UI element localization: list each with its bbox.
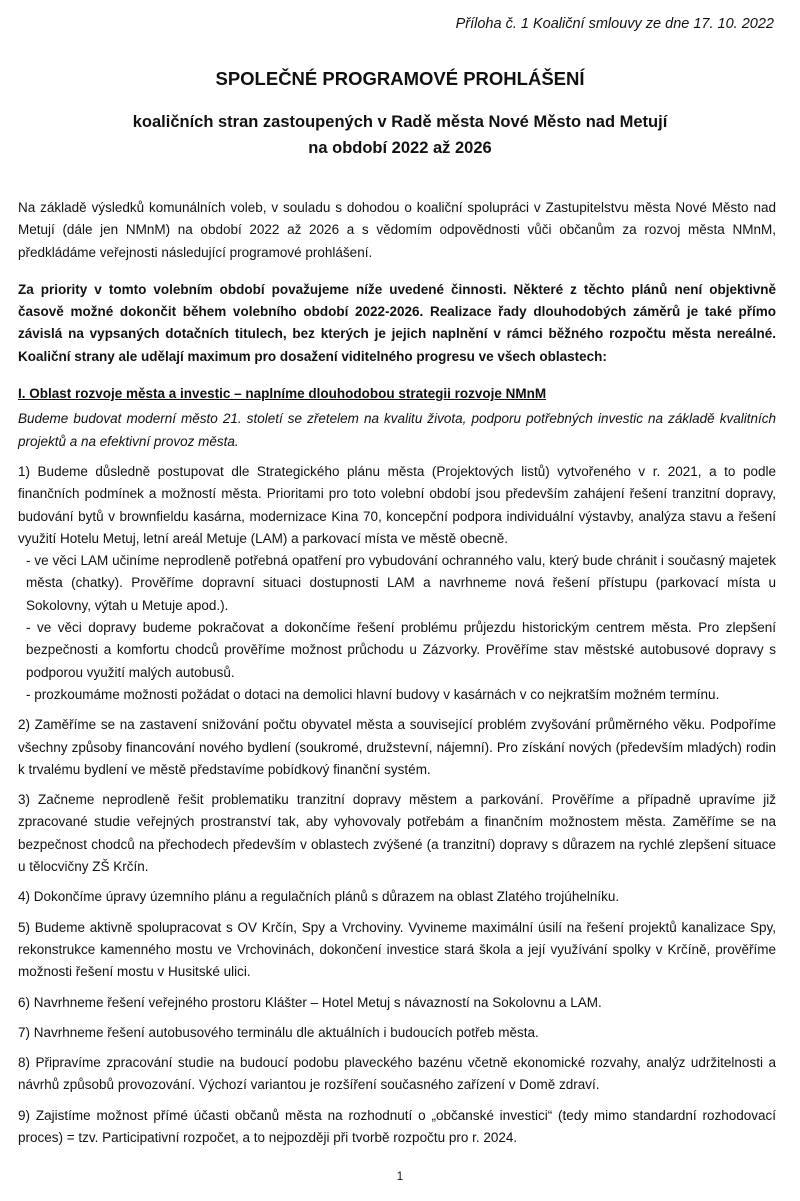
intro-paragraph: Na základě výsledků komunálních voleb, v souladu s dohodou o koaliční spolupráci v Zastupitelstvu města Nové Město nad Metují (dále jen NMnM) na období 2022 až 2026 a s vědomím odpovědnosti vůči občanům za rozvoj města NMnM, předkládáme veřejnosti následující programové prohlášení. [18,200,776,260]
list-subitem-lam: - ve věci LAM učiníme neprodleně potřebná opatření pro vybudování ochranného valu, který bude chránit i současný majetek města (chatky). Prověříme dopravní situaci dostupnosti LAM a navrhneme nová řešení přístupu (parkovací místa u Sokolovny, výtah u Metuje apod.). [26,553,776,613]
list-item-5: 5) Budeme aktivně spolupracovat s OV Krčín, Spy a Vrchoviny. Vyvineme maximální úsilí na řešení projektů kanalizace Spy, rekonstrukce kamenného mostu ve Vrchovinách, dokončení investice stará škola a její využívání spolky v Krčíně, prověříme možnosti řešení mostu v Husitské ulici. [18,919,776,980]
priorities-paragraph: Za priority v tomto volebním období považujeme níže uvedené činnosti. Některé z těchto plánů není objektivně časově možné dokončit během volebního období 2022-2026. Realizace řady dlouhodobých záměrů je také přímo závislá na vypsaných dotačních titulech, bez kterých je jejich naplnění v rámci běžného rozpočtu města nereálné. Koaliční strany ale udělají maximum pro dosažení viditelného progresu ve všech oblastech: [18,281,776,364]
list-item-2: 2) Zaměříme se na zastavení snižování počtu obyvatel města a související problém zvyšování průměrného věku. Podpoříme všechny způsoby financování nového bydlení (soukromé, družstevní, nájemní). Pro získání nových (především mladých) rodin k trvalému bydlení ve městě představíme pobídkový finanční systém. [18,717,776,777]
document-subtitle-line2: na období 2022 až 2026 [308,139,492,157]
list-item-6: 6) Navrhneme řešení veřejného prostoru Klášter – Hotel Metuj s návazností na Sokolovnu a LAM. [18,994,602,1010]
list-subitem-traffic: - ve věci dopravy budeme pokračovat a dokončíme řešení problému průjezdu historickým centrem města. Pro zlepšení bezpečnosti a komfortu chodců prověříme možnost průchodu u Zázvorky. Prověříme stav městské autobusové dopravy s podporou využití malých autobusů. [26,620,776,680]
annex-note: Příloha č. 1 Koaliční smlouvy ze dne 17. 10. 2022 [455,16,774,32]
document-subtitle-line1: koaličních stran zastoupených v Radě města Nové Město nad Metují [132,113,668,131]
list-item-1: 1) Budeme důsledně postupovat dle Strategického plánu města (Projektových listů) vytvořeného v r. 2021, a to podle finančních podmínek a možností města. Prioritami pro toto volební období jsou především zahájení řešení tranzitní dopravy, budování bytů v brownfieldu kasárna, modernizace Kina 70, koncepční podpora individuální výstavby, analýza stavu a řešení využití Hotelu Metuj, letní areál Metuje (LAM) a parkovací místa ve městě obecně. [18,463,776,546]
document-title: SPOLEČNÉ PROGRAMOVÉ PROHLÁŠENÍ [215,68,585,89]
section-heading: I. Oblast rozvoje města a investic – naplníme dlouhodobou strategii rozvoje NMnM [18,386,547,402]
section-intro: Budeme budovat moderní město 21. století se zřetelem na kvalitu života, podporu potřebných investic na základě kvalitních projektů a na efektivní provoz města. [18,411,776,449]
list-item-7: 7) Navrhneme řešení autobusového terminálu dle aktuálních i budoucích potřeb města. [18,1024,539,1040]
list-item-8: 8) Připravíme zpracování studie na budoucí podobu plaveckého bazénu včetně ekonomické rozvahy, analýz udržitelnosti a návrhů způsobů provozování. Výchozí variantou je rozšíření současného zařízení v Domě zdraví. [18,1055,776,1093]
page-number: 1 [396,1171,404,1183]
document-body [18,197,776,1149]
list-item-9: 9) Zajistíme možnost přímé účasti občanů města na rozhodnutí o „občanské investici“ (tedy mimo standardní rozhodovací proces) = tzv. Participativní rozpočet, a to nejpozději při tvorbě rozpočtu pro r. 2024. [18,1107,776,1145]
list-item-3: 3) Začneme neprodleně řešit problematiku tranzitní dopravy městem a parkování. Prověříme a případně upravíme již zpracované studie veřejných prostranství tak, aby vyhovovaly potřebám a finančním možnostem města. Zaměříme se na bezpečnost chodců na přechodech především v oblastech zvýšené (a tranzitní) dopravy s důrazem na rychlé zlepšení situace u tělocvičny ZŠ Krčín. [18,792,776,875]
list-item-4: 4) Dokončíme úpravy územního plánu a regulačních plánů s důrazem na oblast Zlatého trojúhelníku. [18,889,620,905]
list-subitem-demolition: - prozkoumáme možnosti požádat o dotaci na demolici hlavní budovy v kasárnách v co nejkratším možném termínu. [26,686,720,702]
